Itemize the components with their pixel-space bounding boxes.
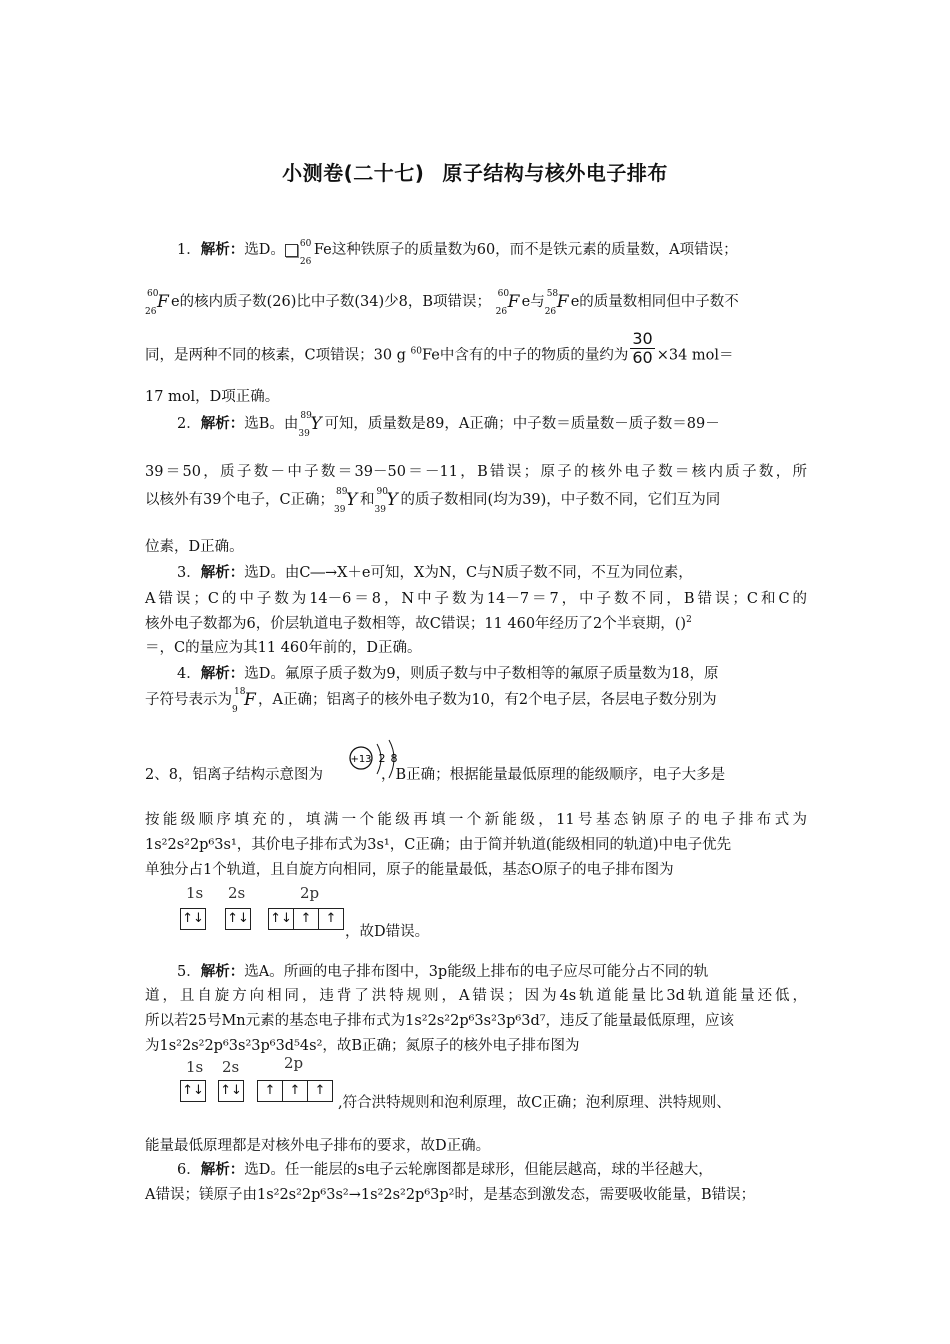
q1-line-2: 60 26 F e的核内质子数(26)比中子数(34)少8，B项错误； 60 26 F e与 58 26 F e的质量数相同但中子数不 [145,289,739,317]
isotope-fe60: 60 26 F [145,289,169,317]
q4-line-7: ，故D错误。 [345,924,430,940]
shell-1-count: 2 [378,752,386,765]
orbital-cell: ↑ [318,908,344,930]
q1-line-1: 1．解析：选D。 60 26 Fe这种铁原子的质量数为60，而不是铁元素的质量数，A项错误； [177,239,738,267]
orbital-cell: ↑ [307,1080,333,1102]
oxygen-orbital-diagram [180,884,355,934]
q4-line-2: 子符号表示为 18 9 F ，A正确；铝离子的核外电子数为10，有2个电子层，各层电子数分别为 [145,687,717,715]
q5-line-4: 为1s²2s²2p⁶3s²3p⁶3d⁵4s²，故B正确；氮原子的核外电子排布图为 [145,1038,580,1054]
title-right: 原子结构与核外电子排布 [442,161,668,185]
orbital-label-1s: 1s [186,884,204,902]
q5-line-6: 能量最低原理都是对核外电子排布的要求，故D正确。 [145,1138,491,1154]
q3-line-3: 核外电子数都为6，价层轨道电子数相等，故C错误；11 460年经历了2个半衰期，()$^2$ [145,615,692,632]
q3-line-4: ＝，C的量应为其11 460年前的，D正确。 [145,640,422,656]
orbital-cell: ↑ [282,1080,308,1102]
orbital-label-2s: 2s [222,1058,240,1076]
isotope-f18: 18 9 F [232,687,256,715]
q2-line-3: 以核外有39个电子，C正确； 89 39 Y 和 90 39 Y 的质子数相同(均为39)，中子数不同，它们互为同 [145,487,721,515]
orbital-label-1s: 1s [186,1058,204,1076]
orbital-cell: ↑↓ [180,908,206,930]
nitrogen-orbital-diagram [180,1054,338,1106]
q5-line-5: ,符合洪特规则和泡利原理，故C正确；泡利原理、洪特规则、 [338,1095,731,1111]
q5-line-1: 5．解析：选A。所画的电子排布图中，3p能级上排布的电子应尽可能分占不同的轨 [177,964,709,980]
title-left: 小测卷(二十七) [282,161,425,185]
q4-line-4: 按能级顺序填充的，填满一个能级再填一个新能级，11号基态钠原子的电子排布式为 [145,812,807,828]
orbital-cell: ↑ [293,908,319,930]
orbital-cell: ↑↓ [218,1080,244,1102]
q6-line-1: 6．解析：选D。任一能层的s电子云轮廓图都是球形，但能层越高，球的半径越大， [177,1162,713,1178]
q5-line-3: 所以若25号Mn元素的基态电子排布式为1s²2s²2p⁶3s²3p⁶3d⁷，违反了能量最低原理，应该 [145,1013,735,1029]
q2-line-2: 39＝50，质子数－中子数＝39－50＝－11，B错误；原子的核外电子数＝核内质子数，所 [145,464,807,480]
q4-line-1: 4．解析：选D。氟原子质子数为9，则质子数与中子数相等的氟原子质量数为18，原 [177,666,719,682]
orbital-cell: ↑↓ [268,908,294,930]
orbital-cell: ↑↓ [180,1080,206,1102]
isotope-y89: 89 39 Y [334,487,358,515]
isotope-fe58: 58 26 F [544,289,569,317]
orbital-cell: ↑↓ [225,908,251,930]
fraction: $\frac{30}{60}$ [632,329,653,367]
q4-line-6: 单独分占1个轨道，且自旋方向相同，原子的能量最低，基态O原子的电子排布图为 [145,862,674,878]
q2-line-4: 位素，D正确。 [145,539,244,555]
orbital-label-2p: 2p [300,884,320,902]
isotope-y89: 89 39 Y [298,411,322,439]
orbital-label-2s: 2s [228,884,246,902]
orbital-cell: ↑ [257,1080,283,1102]
isotope-y90: 90 39 Y [374,487,398,515]
q6-line-2: A错误；镁原子由1s²2s²2p⁶3s²→1s²2s²2p⁶3p²时，是基态到激发态，需要吸收能量，B错误； [145,1187,756,1203]
q3-line-1: 3．解析：选D。由C―→X＋e可知，X为N，C与N质子数不同，不互为同位素， [177,565,693,581]
nucleus-charge: +13 [350,754,372,765]
page-title [0,157,950,186]
orbital-label-2p: 2p [284,1054,304,1072]
placeholder-box-icon [285,244,298,257]
q5-line-2: 道，且自旋方向相同，违背了洪特规则，A错误；因为4s轨道能量比3d轨道能量还低， [145,988,807,1004]
shell-2-count: 8 [390,752,398,765]
q2-line-1: 2．解析：选B。由 89 39 Y 可知，质量数是89，A正确；中子数＝质量数－质子数＝89－ [177,411,720,439]
q1-line-3: 同，是两种不同的核素，C项错误；30 g $^{60}$Fe中含有的中子的物质的量约为 $\frac{30}{60}$ ×34 mol＝ [145,329,734,367]
q4-line-3: 2、8，铝离子结构示意图为 ，B正确；根据能量最低原理的能级顺序，电子大多是 [145,767,726,783]
q1-line-4: 17 mol，D项正确。 [145,389,280,405]
q4-line-5: 1s²2s²2p⁶3s¹，其价电子排布式为3s¹，C正确；由于简并轨道(能级相同的轨道)中电子优先 [145,837,732,853]
isotope-fe60: 60 26 F [495,289,520,317]
q3-line-2: A错误；C的中子数为14－6＝8，N中子数为14－7＝7，中子数不同，B错误；C和C的 [145,591,807,607]
